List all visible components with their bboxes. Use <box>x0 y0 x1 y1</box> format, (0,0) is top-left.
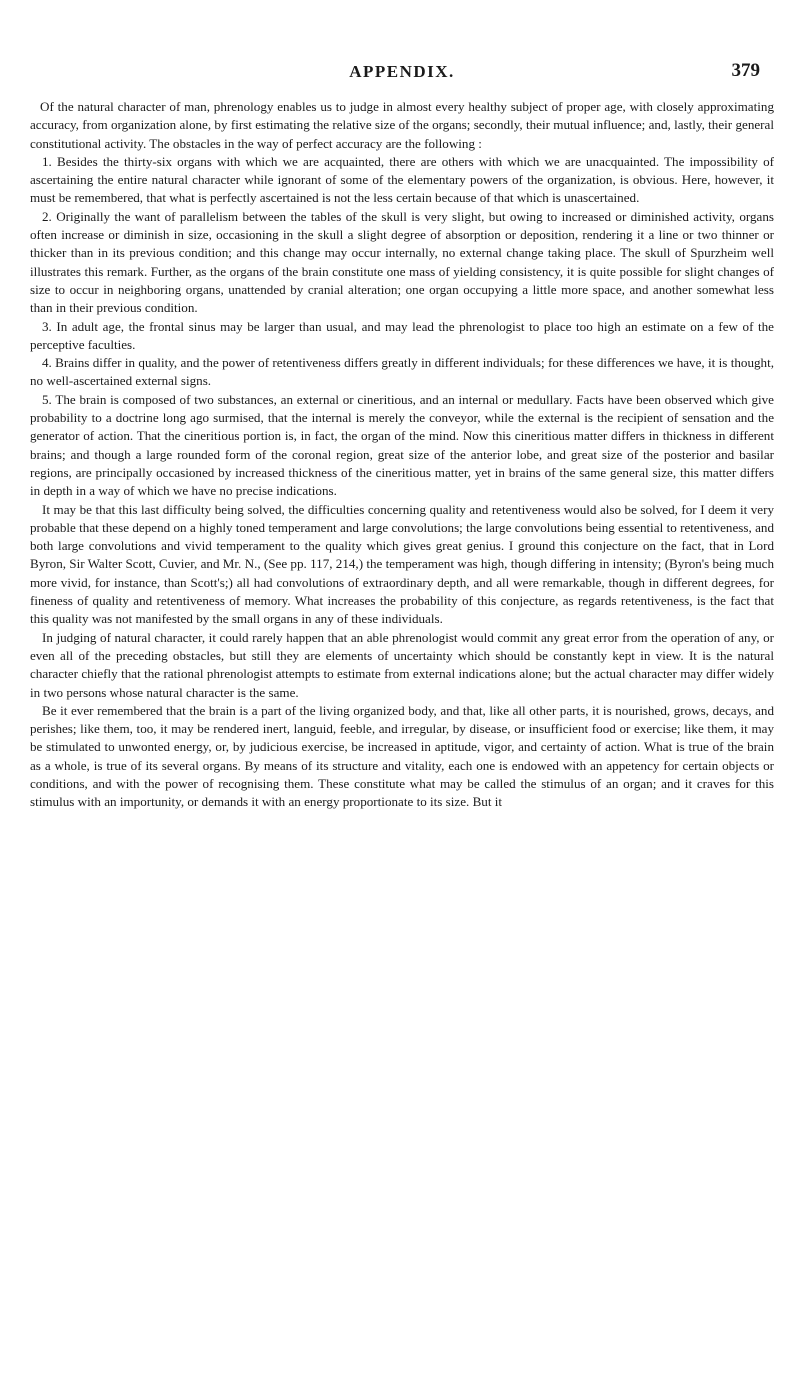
paragraph: 4. Brains differ in quality, and the power of retentiveness differs greatly in different individuals; for these differences we have, it is thought, no well-ascertained external signs. <box>30 355 774 389</box>
header-title: APPENDIX. <box>349 62 455 81</box>
paragraph: 3. In adult age, the frontal sinus may be larger than usual, and may lead the phrenologist to place too high an estimate on a few of the perceptive faculties. <box>30 318 774 352</box>
paragraph: 5. The brain is composed of two substances, an external or cineritious, and an internal or medullary. Facts have been observed which give probability to a doctrine long ago surmised, that the internal is merely the conveyor, while the external is the recipient of sensation and the generator of action. That the cineritious portion is, in fact, the organ of the mind. Now this cineritious matter differs in thickness in different brains; and though a large rounded form of the coronal region, great size of the anterior lobe, and great size of the posterior and basilar regions, are principally occasioned by increased thickness of the cineritious matter, yet in brains of the same general size, this matter differs in depth in a way of which we have no precise indications. <box>30 391 774 499</box>
paragraph: Of the natural character of man, phrenology enables us to judge in almost every healthy subject of proper age, with closely approximating accuracy, from organization alone, by first estimating the relative size of the organs; secondly, their mutual influence; and, lastly, their general constitutional activity. The obstacles in the way of perfect accuracy are the following : <box>30 99 774 151</box>
paragraph: Be it ever remembered that the brain is a part of the living organized body, and that, like all other parts, it is nourished, grows, decays, and perishes; like them, too, it may be rendered inert, languid, feeble, and irregular, by disease, or insufficient food or exercise; like them, it may be stimulated to unwonted energy, or, by judicious exercise, be increased in aptitude, vigor, and certainty of action. What is true of the brain as a whole, is true of its several organs. By means of its structure and vitality, each one is endowed with an appetency for certain objects or conditions, and with the power of recognising them. These constitute what may be called the stimulus of an organ; and it craves for this stimulus with an importunity, or demands it with an energy proportionate to its size. But it <box>30 702 774 810</box>
paragraph: It may be that this last difficulty being solved, the difficulties concerning quality and retentiveness would also be solved, for I deem it very probable that these depend on a highly toned temperament and large convolutions; the large convolutions being essential to retentiveness, and both large convolutions and vivid temperament to the quality which gives great genius. I ground this conjecture on the fact, that in Lord Byron, Sir Walter Scott, Cuvier, and Mr. N., (See pp. 117, 214,) the temperament was high, though differing in intensity; (Byron's being much more vivid, for instance, than Scott's;) all had convolutions of extraordinary depth, and all were remarkable, though in different degrees, for fineness of quality and retentiveness of memory. What increases the probability of this conjecture, as regards retentiveness, is the fact that this quality was not manifested by the small organs in any of these individuals. <box>30 501 774 627</box>
paragraph: 1. Besides the thirty-six organs with which we are acquainted, there are others with which we are unacquainted. The impossibility of ascertaining the entire natural character while ignorant of some of the elementary powers of the organization, is obvious. Here, however, it must be remembered, that what is perfectly ascertained is not the less certain because of that which is unascertained. <box>30 153 774 206</box>
paragraph: In judging of natural character, it could rarely happen that an able phrenologist would commit any great error from the operation of any, or even all of the preceding obstacles, but still they are elements of uncertainty which should be constantly kept in view. It is the natural character chiefly that the rational phrenologist attempts to estimate from external indications alone; but the actual character may differ widely in two persons whose natural character is the same. <box>30 629 774 700</box>
running-header <box>30 58 774 88</box>
paragraph: 2. Originally the want of parallelism between the tables of the skull is very slight, but owing to increased or diminished activity, organs often increase or diminish in size, occasioning in the skull a slight degree of absorption or deposition, rendering it a line or two thinner or thicker than in its previous condition; and this change may occur internally, no external change taking place. The skull of Spurzheim well illustrates this remark. Further, as the organs of the brain constitute one mass of yielding consistency, it is quite possible for slight changes of size to occur in neighboring organs, unattended by cranial alteration; one organ occupying a little more space, and another somewhat less than in their previous condition. <box>30 208 774 316</box>
body-text <box>30 98 774 812</box>
page-number: 379 <box>731 60 760 81</box>
